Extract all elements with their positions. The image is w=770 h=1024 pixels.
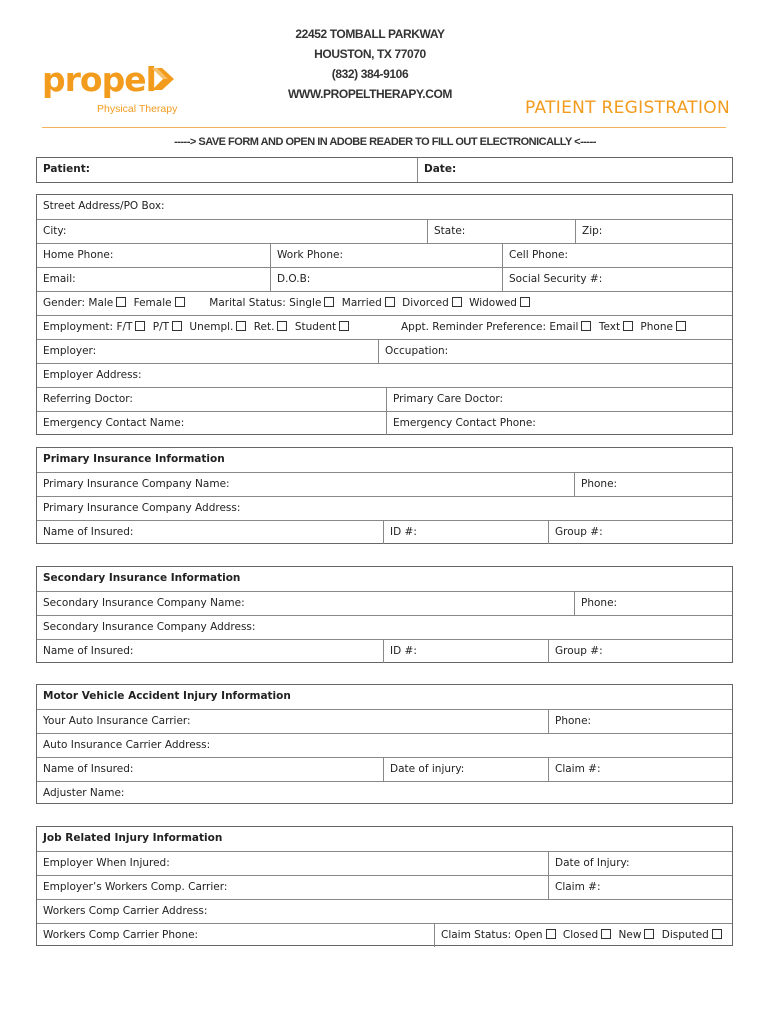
street-row xyxy=(37,195,732,219)
auto-insured-row xyxy=(37,757,732,781)
primary-address-row xyxy=(37,496,732,520)
home-phone-field[interactable] xyxy=(37,244,270,267)
city-label: City: xyxy=(43,225,67,237)
claim-closed-label: Closed xyxy=(562,929,599,941)
claim-status-cell xyxy=(434,924,734,947)
married-label: Married xyxy=(341,297,382,309)
secondary-group-label: Group #: xyxy=(555,645,603,657)
gender-marital-cell xyxy=(37,292,734,315)
reminder-text-label: Text xyxy=(598,321,621,333)
secondary-phone-field[interactable] xyxy=(574,592,734,615)
marital-status-label: Marital Status: xyxy=(209,297,286,309)
student-checkbox[interactable] xyxy=(339,321,349,331)
secondary-address-row xyxy=(37,615,732,639)
cell-phone-label: Cell Phone: xyxy=(509,249,569,261)
gender-label: Gender: xyxy=(43,297,86,309)
address-line-2: HOUSTON, TX 77070 xyxy=(314,47,426,61)
city-field[interactable] xyxy=(37,220,427,243)
workers-comp-phone-label: Workers Comp Carrier Phone: xyxy=(43,929,199,941)
job-injury-section xyxy=(36,826,733,946)
secondary-insured-name-field[interactable] xyxy=(37,640,383,663)
employment-row xyxy=(37,315,732,339)
employer-address-field[interactable] xyxy=(37,364,734,387)
employer-when-injured-label: Employer When Injured: xyxy=(43,857,170,869)
emergency-phone-label: Emergency Contact Phone: xyxy=(393,417,536,429)
auto-claim-field[interactable] xyxy=(548,758,734,781)
occupation-label: Occupation: xyxy=(385,345,449,357)
primary-group-field[interactable] xyxy=(548,521,734,544)
email-label: Email: xyxy=(43,273,76,285)
primary-company-address-label: Primary Insurance Company Address: xyxy=(43,502,241,514)
motor-vehicle-heading: Motor Vehicle Accident Injury Information xyxy=(43,690,291,702)
secondary-insurance-heading: Secondary Insurance Information xyxy=(43,572,241,584)
auto-date-of-injury-field[interactable] xyxy=(383,758,548,781)
claim-disputed-label: Disputed xyxy=(661,929,709,941)
adjuster-name-label: Adjuster Name: xyxy=(43,787,125,799)
job-date-of-injury-field[interactable] xyxy=(548,852,734,875)
married-checkbox[interactable] xyxy=(385,297,395,307)
state-field[interactable] xyxy=(427,220,575,243)
adjuster-name-field[interactable] xyxy=(37,782,734,805)
home-phone-label: Home Phone: xyxy=(43,249,114,261)
primary-insurance-heading: Primary Insurance Information xyxy=(43,453,225,465)
ft-label: F/T xyxy=(116,321,133,333)
workers-comp-address-label: Workers Comp Carrier Address: xyxy=(43,905,208,917)
emergency-name-label: Emergency Contact Name: xyxy=(43,417,185,429)
auto-carrier-label: Your Auto Insurance Carrier: xyxy=(43,715,191,727)
secondary-company-address-label: Secondary Insurance Company Address: xyxy=(43,621,256,633)
divorced-label: Divorced xyxy=(402,297,449,309)
secondary-company-row xyxy=(37,591,732,615)
employer-when-injured-field[interactable] xyxy=(37,852,548,875)
auto-insured-name-field[interactable] xyxy=(37,758,383,781)
employer-address-label: Employer Address: xyxy=(43,369,142,381)
female-checkbox[interactable] xyxy=(175,297,185,307)
reminder-email-label: Email xyxy=(549,321,579,333)
reminder-phone-label: Phone xyxy=(640,321,673,333)
primary-group-label: Group #: xyxy=(555,526,603,538)
chevron-logo-icon xyxy=(150,66,176,92)
occupation-field[interactable] xyxy=(378,340,734,363)
male-label: Male xyxy=(88,297,114,309)
secondary-group-field[interactable] xyxy=(548,640,734,663)
motor-vehicle-section xyxy=(36,684,733,804)
primary-care-doctor-field[interactable] xyxy=(386,388,734,411)
unemployed-label: Unempl. xyxy=(189,321,234,333)
auto-carrier-address-field[interactable] xyxy=(37,734,734,757)
primary-company-row xyxy=(37,472,732,496)
cell-phone-field[interactable] xyxy=(502,244,734,267)
male-checkbox[interactable] xyxy=(116,297,126,307)
primary-insurance-heading-row xyxy=(37,448,732,472)
workers-comp-phone-field[interactable] xyxy=(37,924,434,947)
auto-insured-name-label: Name of Insured: xyxy=(43,763,134,775)
single-label: Single xyxy=(289,297,322,309)
unemployed-checkbox[interactable] xyxy=(236,321,246,331)
secondary-phone-label: Phone: xyxy=(581,597,618,609)
emergency-phone-field[interactable] xyxy=(386,412,734,435)
employer-address-row xyxy=(37,363,732,387)
primary-company-name-label: Primary Insurance Company Name: xyxy=(43,478,230,490)
employer-label: Employer: xyxy=(43,345,97,357)
zip-field[interactable] xyxy=(575,220,734,243)
patient-row xyxy=(37,158,732,182)
primary-insured-row xyxy=(37,520,732,544)
retired-label: Ret. xyxy=(253,321,275,333)
pt-label: P/T xyxy=(152,321,170,333)
secondary-id-field[interactable] xyxy=(383,640,548,663)
email-row xyxy=(37,267,732,291)
auto-carrier-field[interactable] xyxy=(37,710,548,733)
phone-row xyxy=(37,243,732,267)
workers-comp-row xyxy=(37,875,732,899)
primary-insured-name-label: Name of Insured: xyxy=(43,526,134,538)
reminder-phone-checkbox[interactable] xyxy=(676,321,686,331)
employer-field[interactable] xyxy=(37,340,378,363)
workers-comp-carrier-label: Employer’s Workers Comp. Carrier: xyxy=(43,881,228,893)
widowed-label: Widowed xyxy=(469,297,517,309)
referring-doctor-label: Referring Doctor: xyxy=(43,393,133,405)
secondary-insured-row xyxy=(37,639,732,663)
claim-disputed-checkbox[interactable] xyxy=(712,929,722,939)
state-label: State: xyxy=(434,225,466,237)
doctor-row xyxy=(37,387,732,411)
secondary-insurance-heading-row xyxy=(37,567,732,591)
patient-label: Patient: xyxy=(43,163,90,175)
motor-vehicle-heading-row xyxy=(37,685,732,709)
street-address-label: Street Address/PO Box: xyxy=(43,200,165,212)
job-claim-label: Claim #: xyxy=(555,881,601,893)
date-field[interactable] xyxy=(417,158,734,182)
female-label: Female xyxy=(133,297,172,309)
primary-id-label: ID #: xyxy=(390,526,417,538)
logo-wordmark: propel xyxy=(42,60,156,99)
auto-phone-label: Phone: xyxy=(555,715,592,727)
widowed-checkbox[interactable] xyxy=(520,297,530,307)
retired-checkbox[interactable] xyxy=(277,321,287,331)
clinic-website: WWW.PROPELTHERAPY.COM xyxy=(287,87,453,101)
patient-section xyxy=(36,157,733,183)
header-divider xyxy=(42,127,726,128)
primary-insurance-section xyxy=(36,447,733,544)
email-field[interactable] xyxy=(37,268,270,291)
claim-open-label: Open xyxy=(514,929,543,941)
city-row xyxy=(37,219,732,243)
form-title: PATIENT REGISTRATION xyxy=(525,98,730,118)
emergency-row xyxy=(37,411,732,435)
ft-checkbox[interactable] xyxy=(135,321,145,331)
primary-phone-field[interactable] xyxy=(574,473,734,496)
auto-carrier-row xyxy=(37,709,732,733)
claim-status-label: Claim Status: xyxy=(441,929,512,941)
auto-claim-label: Claim #: xyxy=(555,763,601,775)
employment-label: Employment: xyxy=(43,321,114,333)
work-phone-label: Work Phone: xyxy=(277,249,343,261)
workers-comp-address-row xyxy=(37,899,732,923)
adjuster-row xyxy=(37,781,732,805)
claim-closed-checkbox[interactable] xyxy=(601,929,611,939)
auto-phone-field[interactable] xyxy=(548,710,734,733)
dob-label: D.O.B: xyxy=(277,273,311,285)
workers-comp-carrier-field[interactable] xyxy=(37,876,548,899)
employer-row xyxy=(37,339,732,363)
student-label: Student xyxy=(294,321,337,333)
secondary-insurance-section xyxy=(36,566,733,663)
ssn-label: Social Security #: xyxy=(509,273,603,285)
appt-reminder-label: Appt. Reminder Preference: xyxy=(401,321,546,333)
auto-date-of-injury-label: Date of injury: xyxy=(390,763,465,775)
single-checkbox[interactable] xyxy=(324,297,334,307)
primary-insured-name-field[interactable] xyxy=(37,521,383,544)
job-date-of-injury-label: Date of Injury: xyxy=(555,857,630,869)
address-line-1: 22452 TOMBALL PARKWAY xyxy=(295,27,445,41)
secondary-company-name-field[interactable] xyxy=(37,592,574,615)
workers-comp-phone-row xyxy=(37,923,732,947)
reminder-email-checkbox[interactable] xyxy=(581,321,591,331)
job-claim-field[interactable] xyxy=(548,876,734,899)
logo-subtitle: Physical Therapy xyxy=(97,103,178,115)
divorced-checkbox[interactable] xyxy=(452,297,462,307)
auto-carrier-address-label: Auto Insurance Carrier Address: xyxy=(43,739,211,751)
zip-label: Zip: xyxy=(582,225,603,237)
referring-doctor-field[interactable] xyxy=(37,388,386,411)
secondary-company-name-label: Secondary Insurance Company Name: xyxy=(43,597,245,609)
employer-injured-row xyxy=(37,851,732,875)
contact-section xyxy=(36,194,733,435)
primary-id-field[interactable] xyxy=(383,521,548,544)
secondary-id-label: ID #: xyxy=(390,645,417,657)
claim-new-label: New xyxy=(618,929,642,941)
claim-open-checkbox[interactable] xyxy=(546,929,556,939)
propel-logo xyxy=(42,60,178,115)
auto-address-row xyxy=(37,733,732,757)
ssn-field[interactable] xyxy=(502,268,734,291)
secondary-insured-name-label: Name of Insured: xyxy=(43,645,134,657)
patient-field[interactable] xyxy=(37,158,417,182)
primary-care-doctor-label: Primary Care Doctor: xyxy=(393,393,504,405)
emergency-name-field[interactable] xyxy=(37,412,386,435)
street-address-field[interactable] xyxy=(37,195,734,219)
primary-company-address-field[interactable] xyxy=(37,497,734,520)
date-label: Date: xyxy=(424,163,457,175)
work-phone-field[interactable] xyxy=(270,244,502,267)
claim-new-checkbox[interactable] xyxy=(644,929,654,939)
job-injury-heading: Job Related Injury Information xyxy=(43,832,223,844)
appt-reminder-cell xyxy=(395,316,734,339)
dob-field[interactable] xyxy=(270,268,502,291)
instruction-text: -----> SAVE FORM AND OPEN IN ADOBE READER TO FILL OUT ELECTRONICALLY <----- xyxy=(174,136,596,148)
secondary-company-address-field[interactable] xyxy=(37,616,734,639)
clinic-phone: (832) 384-9106 xyxy=(331,67,409,81)
job-injury-heading-row xyxy=(37,827,732,851)
pt-checkbox[interactable] xyxy=(172,321,182,331)
gender-marital-row xyxy=(37,291,732,315)
workers-comp-address-field[interactable] xyxy=(37,900,734,923)
reminder-text-checkbox[interactable] xyxy=(623,321,633,331)
employment-cell xyxy=(37,316,387,339)
primary-company-name-field[interactable] xyxy=(37,473,574,496)
primary-phone-label: Phone: xyxy=(581,478,618,490)
